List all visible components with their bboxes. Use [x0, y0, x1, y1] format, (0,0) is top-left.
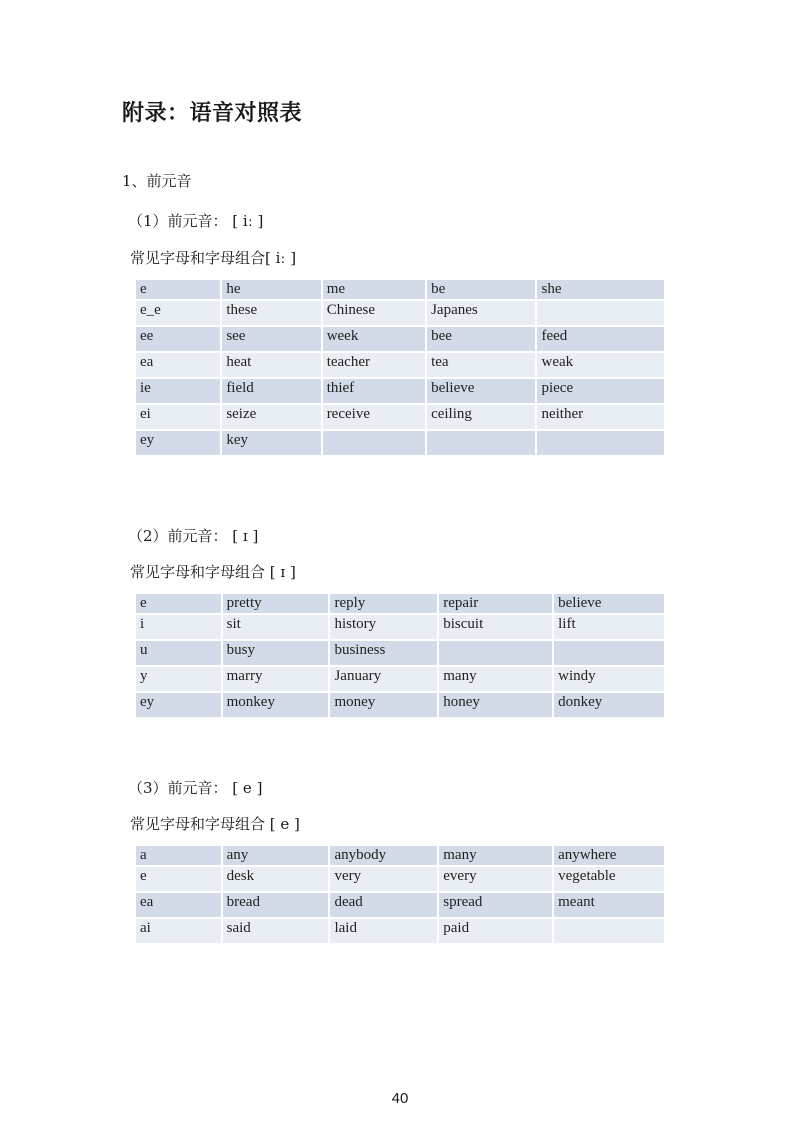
- table-row: [136, 431, 664, 455]
- letter-combination-cell: ea: [136, 353, 220, 377]
- example-word-cell: [554, 919, 664, 943]
- example-word-cell: many: [439, 667, 552, 691]
- example-word-cell: reply: [330, 594, 437, 613]
- letter-combination-cell: e: [136, 280, 220, 299]
- example-word-cell: anywhere: [554, 846, 664, 865]
- example-word-cell: repair: [439, 594, 552, 613]
- example-word-cell: biscuit: [439, 615, 552, 639]
- example-word-cell: very: [330, 867, 437, 891]
- example-word-cell: January: [330, 667, 437, 691]
- example-word-cell: piece: [537, 379, 664, 403]
- table-row: [136, 667, 664, 691]
- example-word-cell: neither: [537, 405, 664, 429]
- example-word-cell: dead: [330, 893, 437, 917]
- example-word-cell: marry: [223, 667, 329, 691]
- table-row: [136, 594, 664, 613]
- example-word-cell: windy: [554, 667, 664, 691]
- example-word-cell: these: [222, 301, 320, 325]
- letter-combination-cell: u: [136, 641, 221, 665]
- example-word-cell: teacher: [323, 353, 425, 377]
- phonics-table-2: [134, 592, 666, 719]
- letter-combination-cell: ea: [136, 893, 221, 917]
- example-word-cell: [439, 641, 552, 665]
- table-row: [136, 379, 664, 403]
- example-word-cell: paid: [439, 919, 552, 943]
- example-word-cell: anybody: [330, 846, 437, 865]
- example-word-cell: seize: [222, 405, 320, 429]
- subsection-heading-2: （2）前元音： [ ɪ ]: [128, 527, 259, 545]
- example-word-cell: monkey: [223, 693, 329, 717]
- example-word-cell: ceiling: [427, 405, 535, 429]
- example-word-cell: [537, 301, 664, 325]
- table-row: [136, 327, 664, 351]
- table-row: [136, 301, 664, 325]
- table-row: [136, 846, 664, 865]
- example-word-cell: lift: [554, 615, 664, 639]
- example-word-cell: heat: [222, 353, 320, 377]
- example-word-cell: [554, 641, 664, 665]
- example-word-cell: see: [222, 327, 320, 351]
- letter-combination-cell: ey: [136, 431, 220, 455]
- table-row: [136, 353, 664, 377]
- example-word-cell: money: [330, 693, 437, 717]
- example-word-cell: believe: [554, 594, 664, 613]
- letter-combination-cell: y: [136, 667, 221, 691]
- example-word-cell: bread: [223, 893, 329, 917]
- example-word-cell: key: [222, 431, 320, 455]
- example-word-cell: every: [439, 867, 552, 891]
- example-word-cell: me: [323, 280, 425, 299]
- subsection-heading-1: （1）前元音： [ iː ]: [128, 212, 264, 230]
- letter-combination-cell: e_e: [136, 301, 220, 325]
- example-word-cell: sit: [223, 615, 329, 639]
- example-word-cell: [537, 431, 664, 455]
- table-row: [136, 693, 664, 717]
- example-word-cell: any: [223, 846, 329, 865]
- example-word-cell: [323, 431, 425, 455]
- example-word-cell: honey: [439, 693, 552, 717]
- example-word-cell: thief: [323, 379, 425, 403]
- table-row: [136, 615, 664, 639]
- table-caption-1: 常见字母和字母组合[ iː ]: [130, 249, 297, 267]
- table-caption-3: 常见字母和字母组合 [ e ]: [130, 815, 300, 833]
- example-word-cell: business: [330, 641, 437, 665]
- table-caption-2: 常见字母和字母组合 [ ɪ ]: [130, 563, 296, 581]
- example-word-cell: history: [330, 615, 437, 639]
- example-word-cell: busy: [223, 641, 329, 665]
- table-row: [136, 919, 664, 943]
- example-word-cell: Japanes: [427, 301, 535, 325]
- example-word-cell: vegetable: [554, 867, 664, 891]
- example-word-cell: many: [439, 846, 552, 865]
- table-row: [136, 405, 664, 429]
- example-word-cell: pretty: [223, 594, 329, 613]
- table-row: [136, 893, 664, 917]
- phonics-table-1: [134, 278, 666, 457]
- letter-combination-cell: ee: [136, 327, 220, 351]
- page-title: 附录：语音对照表: [122, 100, 303, 126]
- example-word-cell: tea: [427, 353, 535, 377]
- letter-combination-cell: ai: [136, 919, 221, 943]
- example-word-cell: believe: [427, 379, 535, 403]
- section-heading: 1、前元音: [122, 172, 192, 190]
- example-word-cell: desk: [223, 867, 329, 891]
- letter-combination-cell: ey: [136, 693, 221, 717]
- subsection-heading-3: （3）前元音： [ e ]: [128, 779, 263, 797]
- example-word-cell: donkey: [554, 693, 664, 717]
- example-word-cell: receive: [323, 405, 425, 429]
- example-word-cell: be: [427, 280, 535, 299]
- example-word-cell: said: [223, 919, 329, 943]
- letter-combination-cell: e: [136, 594, 221, 613]
- page-number: 40: [391, 1090, 409, 1107]
- example-word-cell: weak: [537, 353, 664, 377]
- table-row: [136, 867, 664, 891]
- letter-combination-cell: a: [136, 846, 221, 865]
- example-word-cell: [427, 431, 535, 455]
- letter-combination-cell: ei: [136, 405, 220, 429]
- example-word-cell: feed: [537, 327, 664, 351]
- letter-combination-cell: ie: [136, 379, 220, 403]
- example-word-cell: bee: [427, 327, 535, 351]
- example-word-cell: week: [323, 327, 425, 351]
- example-word-cell: he: [222, 280, 320, 299]
- example-word-cell: field: [222, 379, 320, 403]
- example-word-cell: spread: [439, 893, 552, 917]
- example-word-cell: she: [537, 280, 664, 299]
- letter-combination-cell: i: [136, 615, 221, 639]
- letter-combination-cell: e: [136, 867, 221, 891]
- example-word-cell: Chinese: [323, 301, 425, 325]
- example-word-cell: meant: [554, 893, 664, 917]
- phonics-table-3: [134, 844, 666, 945]
- table-row: [136, 280, 664, 299]
- table-row: [136, 641, 664, 665]
- example-word-cell: laid: [330, 919, 437, 943]
